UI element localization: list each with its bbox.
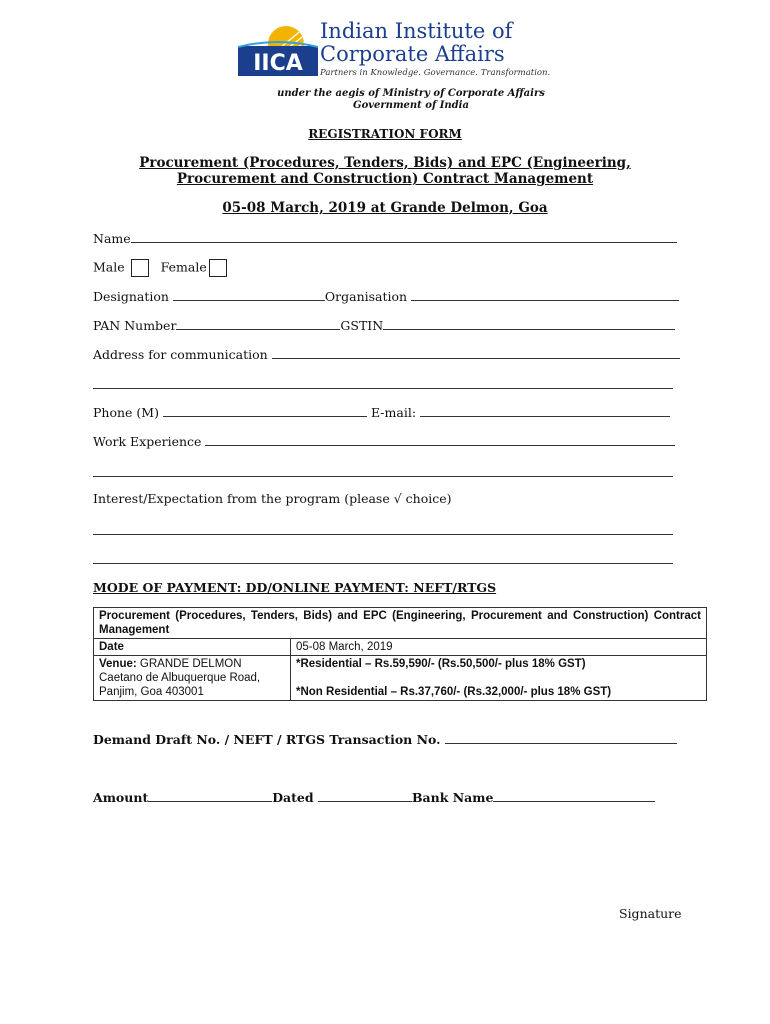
venue-label: Venue: <box>99 658 137 670</box>
dd-input-line[interactable] <box>445 731 677 744</box>
dated-label: Dated <box>272 790 314 805</box>
address-label: Address for communication <box>93 347 268 362</box>
address-row <box>93 346 680 363</box>
gender-row <box>93 259 239 277</box>
logo-text <box>320 19 551 78</box>
dd-label: Demand Draft No. / NEFT / RTGS Transaction No. <box>93 732 441 747</box>
amount-row <box>93 789 655 805</box>
interest-input-line-2[interactable] <box>93 563 673 564</box>
program-cell: Procurement (Procedures, Tenders, Bids) and EPC (Engineering, Procurement and Construction) Contract Management <box>94 608 707 639</box>
fee-cell <box>291 656 707 701</box>
venue-name: GRANDE DELMON <box>139 658 242 670</box>
amount-label: Amount <box>93 790 149 805</box>
name-label: Name <box>93 231 131 246</box>
designation-label: Designation <box>93 289 169 304</box>
pan-input-line[interactable] <box>176 317 340 330</box>
work-experience-input-line[interactable] <box>205 433 675 446</box>
phone-input-line[interactable] <box>163 404 367 417</box>
program-date-venue: 05-08 March, 2019 at Grande Delmon, Goa <box>222 200 548 216</box>
program-title: Procurement (Procedures, Tenders, Bids) and EPC (Engineering, Procurement and Construction) Contract Management <box>139 155 631 187</box>
designation-input-line[interactable] <box>173 288 325 301</box>
table-row <box>94 608 707 639</box>
bank-name-label: Bank Name <box>411 790 494 805</box>
venue-cell <box>94 656 291 701</box>
email-label: E-mail: <box>370 405 417 420</box>
pan-row <box>93 317 675 334</box>
iica-logo <box>238 18 551 84</box>
female-label: Female <box>160 259 207 275</box>
payment-table <box>93 607 707 701</box>
date-value-cell: 05-08 March, 2019 <box>291 639 707 656</box>
venue-address-line-2: Caetano de Albuquerque Road, <box>99 672 261 684</box>
logo-line-1: Indian Institute of <box>320 19 513 43</box>
gstin-input-line[interactable] <box>383 317 675 330</box>
dated-input-line[interactable] <box>318 789 412 802</box>
venue-address-line-3: Panjim, Goa 403001 <box>99 686 204 698</box>
address-input-line[interactable] <box>272 346 680 359</box>
date-label-cell: Date <box>94 639 291 656</box>
designation-row <box>93 288 679 305</box>
work-experience-row <box>93 433 675 450</box>
logo-tagline: Partners in Knowledge. Governance. Transformation. <box>320 68 551 78</box>
table-row <box>94 656 707 701</box>
address-input-line-2[interactable] <box>93 388 673 389</box>
interest-label: Interest/Expectation from the program (please √ choice) <box>93 491 452 506</box>
phone-row <box>93 404 670 421</box>
form-title: REGISTRATION FORM <box>308 127 462 141</box>
non-residential-fee: *Non Residential – Rs.37,760/- (Rs.32,000/- plus 18% GST) <box>296 686 612 698</box>
name-input-line[interactable] <box>131 230 677 243</box>
iica-logo-icon <box>238 22 318 80</box>
aegis-line-2: Government of India <box>353 100 469 111</box>
phone-label: Phone (M) <box>93 405 159 420</box>
male-label: Male <box>93 259 125 275</box>
payment-mode-title: MODE OF PAYMENT: DD/ONLINE PAYMENT: NEFT/RTGS <box>93 580 497 595</box>
bank-name-input-line[interactable] <box>493 789 655 802</box>
name-row <box>93 230 677 247</box>
interest-row <box>93 491 452 507</box>
residential-fee: *Residential – Rs.59,590/- (Rs.50,500/- plus 18% GST) <box>296 658 586 670</box>
logo-line-2: Corporate Affairs <box>320 42 505 66</box>
email-input-line[interactable] <box>420 404 670 417</box>
male-checkbox[interactable] <box>131 259 149 277</box>
gstin-label: GSTIN <box>340 318 384 333</box>
female-checkbox[interactable] <box>209 259 227 277</box>
work-experience-input-line-2[interactable] <box>93 476 673 477</box>
organisation-label: Organisation <box>324 289 408 304</box>
amount-input-line[interactable] <box>148 789 272 802</box>
dd-row <box>93 731 677 747</box>
signature-label: Signature <box>619 906 682 921</box>
interest-input-line-1[interactable] <box>93 534 673 535</box>
organisation-input-line[interactable] <box>411 288 679 301</box>
work-experience-label: Work Experience <box>93 434 202 449</box>
aegis-line-1: under the aegis of Ministry of Corporate Affairs <box>277 88 545 99</box>
logo-mark-text: IICA <box>253 51 303 76</box>
pan-label: PAN Number <box>93 318 177 333</box>
table-row <box>94 639 707 656</box>
